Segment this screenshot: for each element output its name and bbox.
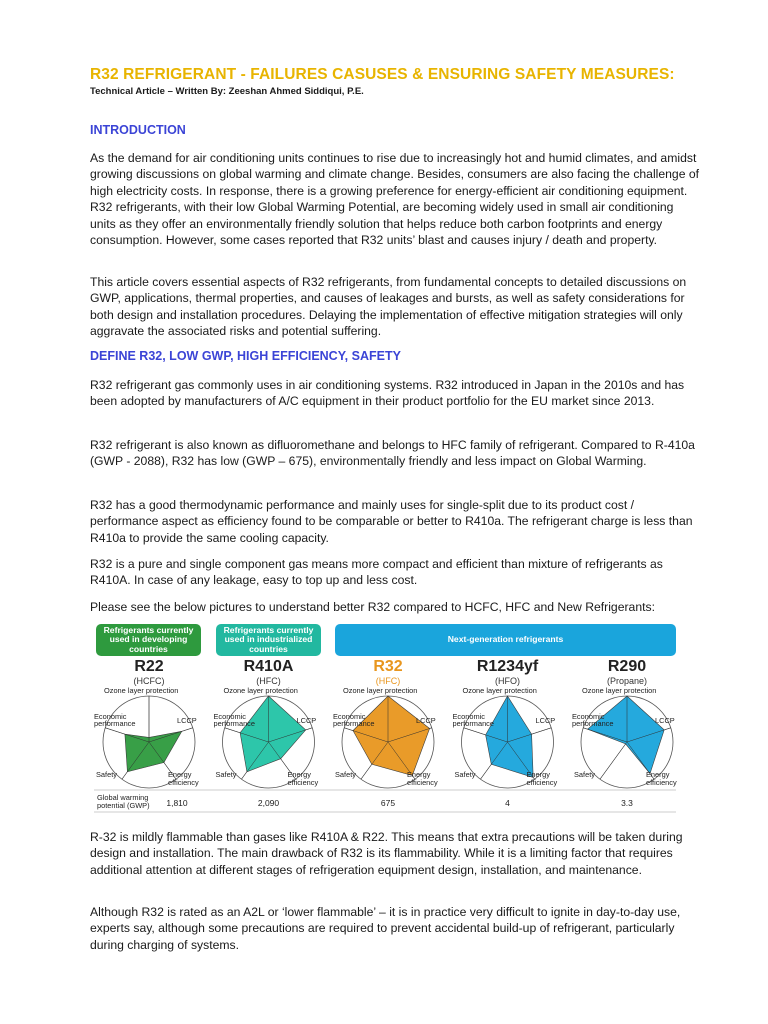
define-paragraph-1: R32 refrigerant gas commonly uses in air conditioning systems. R32 introduced in Japan in the 2010s and has been adopted by manufacturers of A/C equipment in their product portfolio for the EU market since 2013.	[90, 378, 685, 409]
gwp-value-r290: 3.3	[621, 798, 633, 808]
header-industrialized-text: Refrigerants currently used in industrialized countries	[223, 624, 314, 654]
label-economic2-r32: performance	[333, 719, 375, 728]
refrigerant-name-r410a: R410A	[243, 658, 294, 675]
define-paragraph-5: Please see the below pictures to understand better R32 compared to HCFC, HFC and New Refrigerants:	[90, 600, 655, 614]
label-energy2-r32: efficiency	[407, 778, 438, 787]
label-economic-r32: Economic	[333, 712, 366, 721]
label-economic-r22: Economic	[94, 712, 127, 721]
label-ozone-r290: Ozone layer protection	[582, 686, 657, 695]
radar-area-r22	[125, 731, 182, 772]
label-economic2-r290: performance	[572, 719, 614, 728]
article-byline: Technical Article – Written By: Zeeshan Ahmed Siddiqui, P.E.	[90, 86, 364, 97]
label-ozone-r32: Ozone layer protection	[343, 686, 418, 695]
intro-heading: INTRODUCTION	[90, 123, 186, 137]
label-ozone-r22: Ozone layer protection	[104, 686, 179, 695]
radar-area-r32	[353, 696, 430, 776]
radar-area-r1234yf	[486, 696, 534, 777]
define-heading: DEFINE R32, LOW GWP, HIGH EFFICIENCY, SAFETY	[90, 349, 401, 363]
article-title: R32 REFRIGERANT - FAILURES CASUSES & ENSURING SAFETY MEASURES:	[90, 66, 675, 83]
refrigerant-name-r32: R32	[373, 658, 403, 675]
label-safety-r290: Safety	[574, 770, 595, 779]
label-lccp-r410a: LCCP	[296, 716, 317, 725]
label-energy-r410a: Energy	[287, 770, 311, 779]
gwp-value-r1234yf: 4	[505, 798, 510, 808]
label-safety-r410a: Safety	[215, 770, 237, 779]
label-economic-r1234yf: Economic	[452, 712, 485, 721]
label-economic-r290: Economic	[572, 712, 605, 721]
refrigerant-name-r1234yf: R1234yf	[476, 658, 539, 675]
define-paragraph-2: R32 refrigerant is also known as difluoromethane and belongs to HFC family of refrigerant. Compared to R-410a (GWP - 2088), R32 has low (GWP – 675), environmentally friendly and less impact on Global Warming.	[90, 438, 695, 469]
label-energy2-r22: efficiency	[168, 778, 199, 787]
label-lccp-r1234yf: LCCP	[535, 716, 556, 725]
after-paragraph-2: Although R32 is rated as an A2L or ‘lower flammable’ – it is in practice very difficult to ignite in day-to-day use, experts say, although some precautions are required to prevent accidental build-up of refrigerant, particularly during charging of systems.	[90, 905, 681, 952]
gwp-value-r410a: 2,090	[257, 798, 280, 808]
label-energy-r1234yf: Energy	[526, 770, 550, 779]
label-energy2-r1234yf: efficiency	[526, 778, 558, 787]
refrigerant-type-r1234yf: (HFO)	[495, 676, 520, 686]
refrigerant-type-r32: (HFC)	[375, 676, 401, 686]
label-energy-r32: Energy	[407, 770, 431, 779]
define-paragraph-4: R32 is a pure and single component gas means more compact and efficient than mixture of refrigerants as R410A. In case of any leakage, easy to top up and less cost.	[90, 557, 663, 588]
gwp-value-r22: 1,810	[166, 798, 188, 808]
gwp-label-line1: Global warming	[97, 793, 149, 802]
label-energy-r290: Energy	[646, 770, 670, 779]
radar-axis-top-r290-3	[600, 742, 627, 779]
intro-paragraph-1: As the demand for air conditioning units continues to rise due to increasingly hot and humid climates, and amidst growing discussions on global warming and climate change. Besides, consumers are also facing the challenge of high electricity costs. In response, there is a growing preference for energy-efficient air conditioning equipment. R32 refrigerants, with their low Global Warming Potential, are becoming widely used in small air conditioning units as they offer an environmentally friendly solution that helps reduce both carbon footprints and energy consumption. However, some cases reported that R32 units’ blast and causes injury / death and property.	[90, 151, 700, 248]
refrigerant-comparison-figure	[92, 624, 678, 824]
label-energy-r22: Energy	[168, 770, 192, 779]
label-safety-r32: Safety	[335, 770, 356, 779]
label-energy2-r410a: efficiency	[287, 778, 319, 787]
radar-area-r290	[588, 696, 665, 774]
header-developing-text: Refrigerants currently used in developing countries	[103, 624, 194, 654]
refrigerant-name-r22: R22	[134, 658, 164, 675]
gwp-label-line2: potential (GWP)	[97, 801, 150, 810]
refrigerant-name-r290: R290	[607, 658, 647, 675]
refrigerant-type-r22: (HCFC)	[133, 676, 165, 686]
header-next-text: Next-generation refrigerants	[447, 634, 564, 645]
define-paragraph-3: R32 has a good thermodynamic performance and mainly uses for single-split due to its product cost / performance aspect as efficiency found to be comparable or better to R410a. The refrigerant charge is less than R410a to provide the same cooling capacity.	[90, 498, 693, 545]
label-lccp-r22: LCCP	[177, 716, 197, 725]
label-energy2-r290: efficiency	[646, 778, 677, 787]
label-economic2-r22: performance	[94, 719, 136, 728]
label-safety-r22: Safety	[96, 770, 117, 779]
after-paragraph-1: R-32 is mildly flammable than gases like R410A & R22. This means that extra precautions will be taken during design and installation. The main drawback of R32 is its flammability. While it is a limiting factor that requires additional attention at different stages of refrigeration equipment design, installation, and maintenance.	[90, 830, 683, 877]
intro-paragraph-2: This article covers essential aspects of R32 refrigerants, from fundamental concepts to detailed discussions on GWP, applications, thermal properties, and causes of leakages and bursts, as well as safety considerations for both design and installation procedures. Delaying the implementation of effective mitigation strategies will only aggravate the associated risks and potential suffering.	[90, 275, 687, 339]
label-lccp-r32: LCCP	[416, 716, 436, 725]
label-economic2-r410a: performance	[213, 719, 255, 728]
label-ozone-r1234yf: Ozone layer protection	[462, 686, 537, 695]
gwp-value-r32: 675	[380, 798, 396, 808]
radar-area-r410a	[240, 696, 306, 772]
label-ozone-r410a: Ozone layer protection	[223, 686, 298, 695]
label-lccp-r290: LCCP	[655, 716, 675, 725]
label-economic2-r1234yf: performance	[452, 719, 494, 728]
refrigerant-type-r410a: (HFC)	[256, 676, 281, 686]
label-economic-r410a: Economic	[213, 712, 246, 721]
refrigerant-type-r290: (Propane)	[606, 676, 648, 686]
label-safety-r1234yf: Safety	[454, 770, 476, 779]
